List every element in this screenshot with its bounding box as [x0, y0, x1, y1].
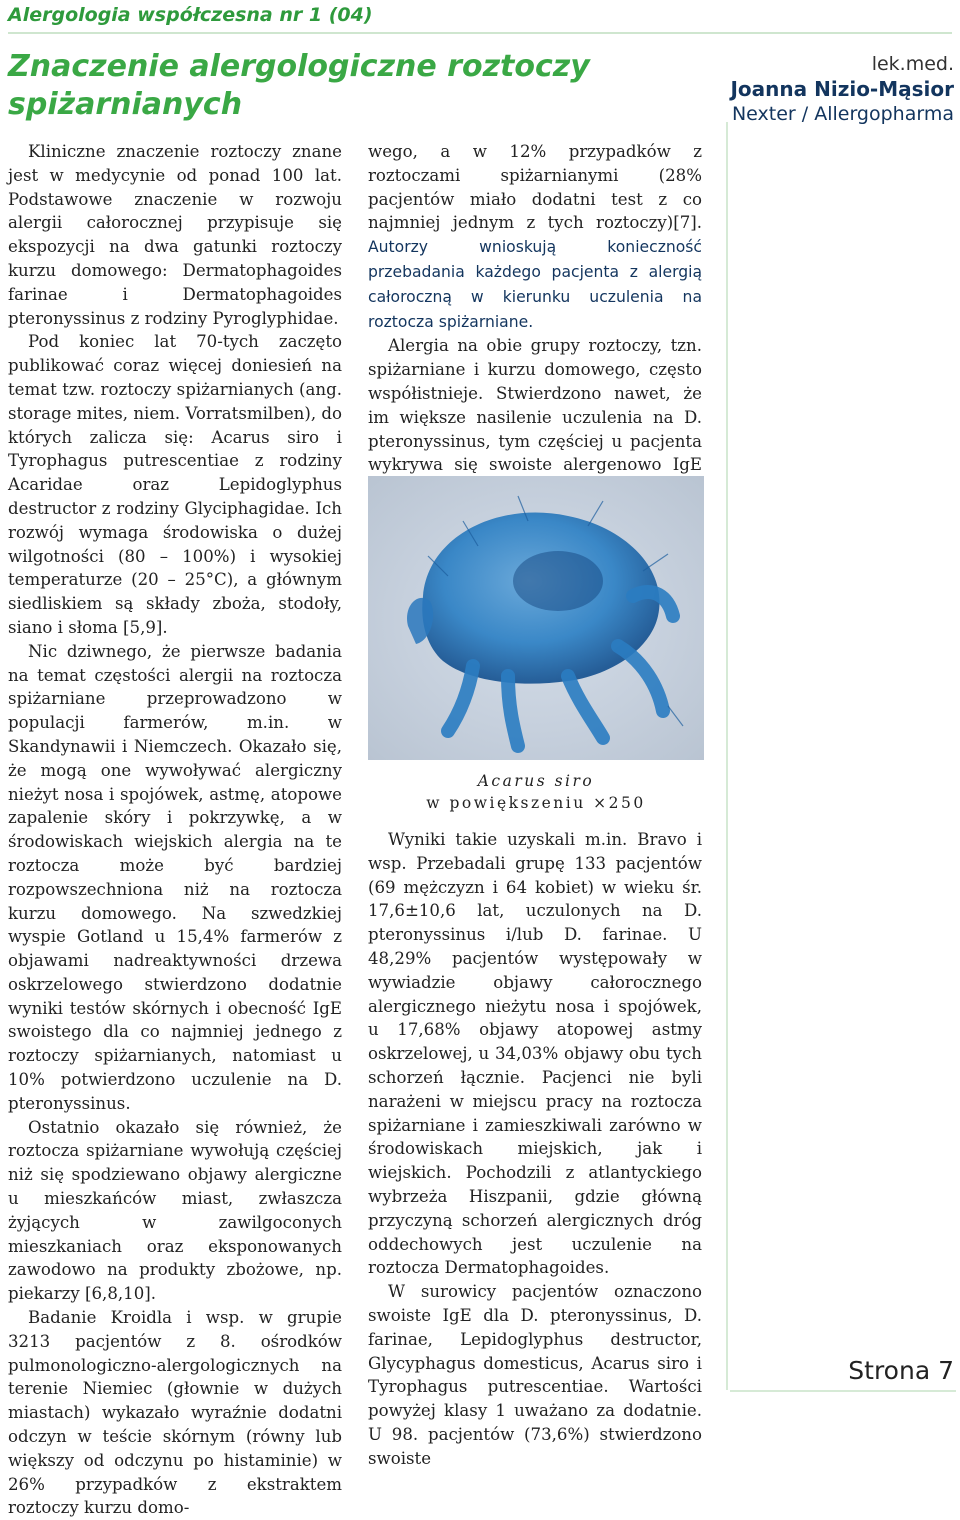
paragraph: Badanie Kroidla i wsp. w grupie 3213 pacjentów z 8. ośrodków pulmonologiczno-alergologicznych na terenie Niemiec (głownie w dużych miastach) wykazało wyraźnie dodatni odczyn w teście skórnym (równy lub większy od odczynu po histaminie) w 26% przypadków z ekstraktem roztoczy kurzu domo- [8, 1308, 342, 1518]
mite-dark-region [513, 551, 603, 611]
paragraph: W surowicy pacjentów oznaczono swoiste IgE dla D. pteronyssinus, D. farinae, Lepidoglyphus destructor, Glycyphagus domesticus, Acarus siro i Tyrophagus putrescentiae. Wartości powyżej klasy 1 uważano za dodatnie. U 98. pacjentów (73,6%) stwierdzono swoiste [368, 1282, 702, 1468]
paragraph: Nic dziwnego, że pierwsze badania na temat częstości alergii na roztocza spiżarniane przeprowadzono w populacji farmerów, m.in. w Skandynawii i Niemczech. Okazało się, że mogą one wywoływać alergiczny nieżyt nosa i spojówek, astmę, atopowe zapalenie skóry i pokrzywkę, a w środowiskach wiejskich alergia na te roztocza może być bardziej rozpowszechniona niż na roztocza kurzu domowego. Na szwedzkiej wyspie Gotland u 15,4% farmerów z objawami nadreaktywności drzewa oskrzelowego stwierdzono dodatnie wyniki testów skórnych i obecność IgE swoistego dla co najmniej jednego z roztoczy spiżarnianych, natomiast u 10% potwierdzono uczulenie na D. pteronyssinus. [8, 641, 342, 1113]
paragraph: Ostatnio okazało się również, że roztocza spiżarniane wywołują częściej niż się spodziewano objawy alergiczne u mieszkańców miast, zwłaszcza żyjących w zawilgoconych mieszkaniach oraz eksponowanych zawodowo na produkty zbożowe, np. piekarzy [6,8,10]. [8, 1117, 342, 1304]
side-rule [726, 122, 728, 1390]
mite-micrograph [368, 476, 704, 760]
highlighted-conclusion: Autorzy wnioskują konieczność przebadania każdego pacjenta z alergią całoroczną w kierunku uczulenia na roztocza spiżarniane. [368, 238, 702, 331]
text-column-right-top [368, 140, 702, 501]
header-rule [8, 32, 952, 34]
article-title: Znaczenie alergologiczne roztoczy spiżarnianych [8, 49, 590, 122]
author-affiliation: Nexter / Allergopharma [731, 103, 954, 125]
author-name: Joanna Nizio-Mąsior [730, 77, 954, 101]
paragraph: Wyniki takie uzyskali m.in. Bravo i wsp. Przebadali grupę 133 pacjentów (69 mężczyzn i 64 kobiet) w wieku śr. 17,6±10,6 lat, uczulonych na D. pteronyssinus i/lub D. farinae. U 48,29% pacjentów występowały w wywiadzie objawy całorocznego alergicznego nieżytu nosa i spojówek, u 17,68% objawy atopowej astmy oskrzelowej, u 34,03% objawy obu tych schorzeń łącznie. Pacjenci nie byli narażeni w miejscu pracy na roztocza spiżarniane i zamieszkiwali zarówno w środowiskach miejskich, jak i wiejskich. Pochodzili z atlantyckiego wybrzeża Hiszpanii, gdzie główną przyczyną schorzeń alergicznych dróg oddechowych jest uczulenie na roztocza Dermatophagoides. [368, 830, 702, 1278]
caption-magnification: w powiększeniu ×250 [426, 794, 646, 812]
paragraph [368, 140, 702, 334]
page-number: Strona 7 [848, 1356, 954, 1385]
paragraph: Pod koniec lat 70-tych zaczęto publikować coraz więcej doniesień na temat tzw. roztoczy spiżarnianych (ang. storage mites, niem. Vorratsmilben), do których zalicza się: Acarus siro i Tyrophagus putrescentiae z rodziny Acaridae oraz Lepidoglyphus destructor z rodziny Glyciphagidae. Ich rozwój wymaga środowiska o dużej wilgotności (80 – 100%) i wysokiej temperaturze (20 – 25°C), a głównym siedliskiem są składy zboża, stodoły, siano i słoma [5,9]. [8, 332, 342, 637]
author-degree: lek.med. [871, 53, 954, 75]
mite-illustration [368, 476, 704, 760]
author-block [730, 52, 954, 126]
paragraph-text: wego, a w 12% przypadków z roztoczami spiżarnianymi (28% pacjentów miało dodatni test z co najmniej jednym z tych roztoczy)[7]. [368, 142, 702, 233]
paragraph: Alergia na obie grupy roztoczy, tzn. spiżarniane i kurzu domowego, często współistnieje. Stwierdzono nawet, że im większe nasilenie uczulenia na D. pteronyssinus, tym częściej u pacjenta wykrywa się swoiste alergenowo IgE [368, 336, 702, 475]
text-column-left [8, 140, 342, 1520]
caption-species: Acarus siro [477, 772, 595, 790]
paragraph: Kliniczne znaczenie roztoczy znane jest w medycynie od ponad 100 lat. Podstawowe znaczenie w rozwoju alergii całorocznej przypisuje się ekspozycji na dwa gatunki roztoczy kurzu domowego: Dermatophagoides farinae i Dermatophagoides pteronyssinus z rodziny Pyroglyphidae. [8, 142, 342, 328]
journal-header: Alergologia współczesna nr 1 (04) [8, 4, 373, 26]
text-column-right-bottom [368, 828, 702, 1471]
figure-caption [368, 770, 704, 814]
footer-rule [730, 1390, 956, 1392]
